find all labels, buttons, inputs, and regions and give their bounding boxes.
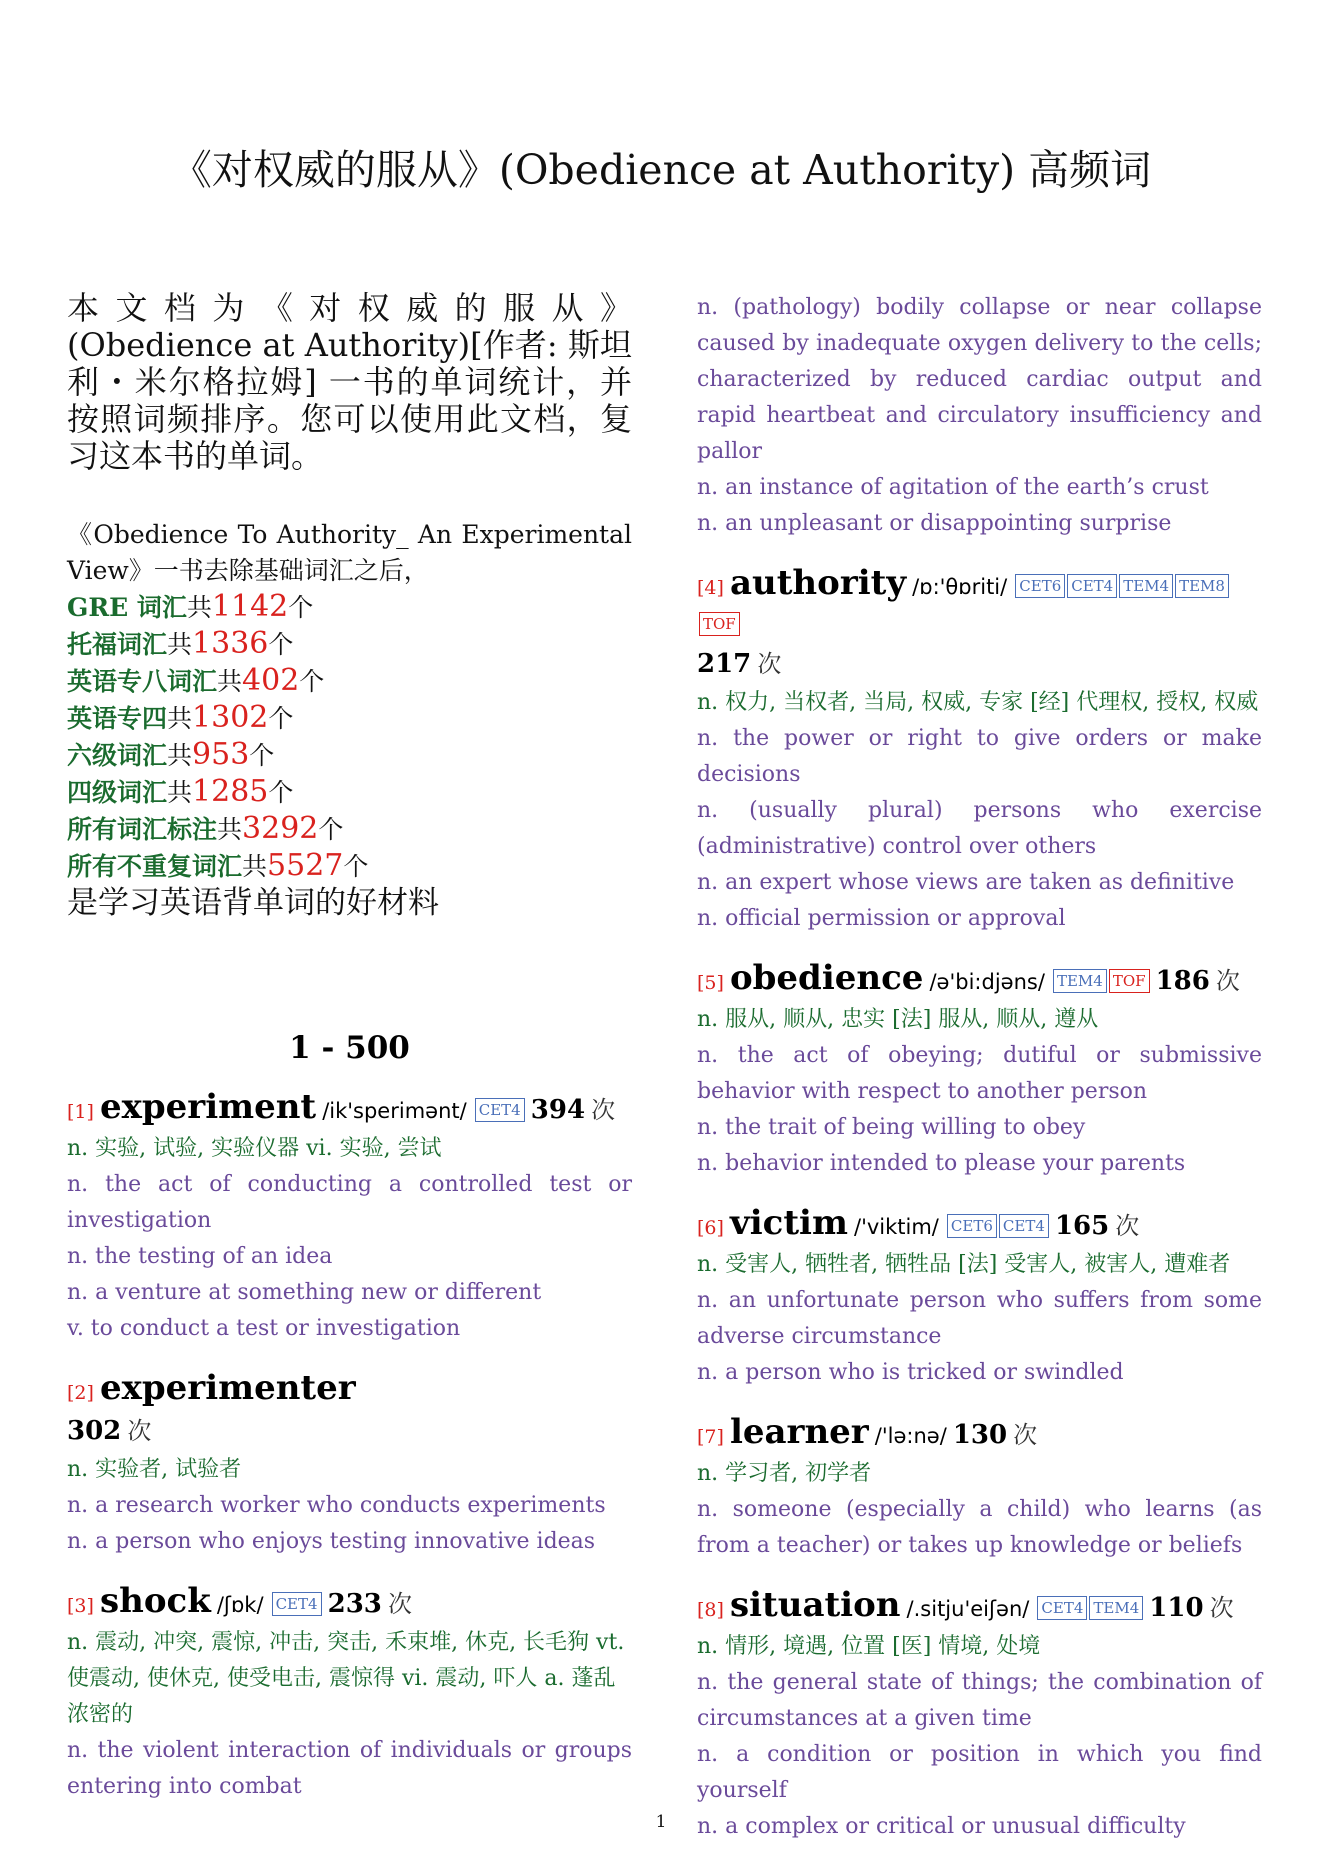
stat-unit: 个 [268, 778, 294, 807]
definition-en: n. someone (especially a child) who learns (as from a teacher) or takes up knowledge or beliefs [697, 1497, 1262, 1558]
word-entry [67, 1582, 632, 1805]
stat-unit: 个 [288, 593, 314, 622]
stat-row [67, 737, 632, 774]
entry-count-unit: 次 [1115, 1212, 1140, 1240]
entry-count: 186 [1155, 966, 1210, 996]
entry-count-unit: 次 [127, 1417, 152, 1445]
definition-en: n. the testing of an idea [67, 1244, 333, 1269]
entry-phonetic: /ə'bi:djəns/ [929, 970, 1045, 994]
stat-unit: 个 [343, 852, 369, 881]
stat-label: 四级词汇 [67, 778, 168, 807]
entry-phonetic: /ɒ:'θɒriti/ [912, 575, 1008, 599]
entry-head [67, 1369, 632, 1452]
entry-head [67, 1088, 632, 1131]
definition-en: n. the violent interaction of individuals or groups entering into combat [67, 1738, 632, 1799]
level-tag: CET6 [947, 1214, 997, 1238]
stat-unit: 个 [318, 815, 344, 844]
definition-en: n. an unpleasant or disappointing surprise [697, 511, 1172, 536]
entry-count: 110 [1149, 1593, 1204, 1623]
continued-entry [697, 290, 1262, 542]
definition-en: n. the power or right to give orders or make decisions [697, 726, 1262, 787]
entry-word: obedience [729, 958, 924, 998]
stat-number: 3292 [242, 811, 319, 846]
entry-count-unit: 次 [1215, 967, 1240, 995]
entry-phonetic: /.sitju'eiʃən/ [906, 1597, 1030, 1621]
level-tag: CET4 [999, 1214, 1049, 1238]
stat-label: 英语专八词汇 [67, 667, 218, 696]
entry-index: [7] [697, 1426, 724, 1448]
stat-mid: 共 [242, 852, 268, 881]
definition-zh: n. 服从, 顺从, 忠实 [法] 服从, 顺从, 遵从 [697, 1007, 1099, 1032]
stat-number: 953 [192, 737, 250, 772]
definition-en: n. a venture at something new or different [67, 1280, 542, 1305]
stat-label: 托福词汇 [67, 630, 168, 659]
level-tag: CET4 [1037, 1596, 1087, 1620]
definition-en: n. the act of conducting a controlled test or investigation [67, 1172, 632, 1233]
word-entry [67, 1088, 632, 1347]
stat-mid: 共 [167, 741, 193, 770]
right-column [697, 290, 1262, 1867]
book-line: 《Obedience To Authority_ An Experimental View》一书去除基础词汇之后， [67, 520, 632, 585]
definition-en: n. an instance of agitation of the earth’s crust [697, 475, 1209, 500]
definition-zh: n. 情形, 境遇, 位置 [医] 情境, 处境 [697, 1634, 1041, 1659]
definition-zh: n. 实验者, 试验者 [67, 1457, 242, 1482]
word-entry [697, 1586, 1262, 1845]
stat-mid: 共 [167, 630, 193, 659]
page-title: 《对权威的服从》(Obedience at Authority) 高频词 [170, 146, 1152, 194]
level-tag: CET4 [475, 1098, 525, 1122]
definition-zh: n. 震动, 冲突, 震惊, 冲击, 突击, 禾束堆, 休克, 长毛狗 vt. 使震动, 使休克, 使受电击, 震惊得 vi. 震动, 吓人 a. 蓬乱浓密的 [67, 1630, 625, 1727]
stat-mid: 共 [217, 667, 243, 696]
entry-word: experiment [99, 1087, 317, 1127]
page-number: 1 [655, 1812, 667, 1832]
definition-en: n. (usually plural) persons who exercise (administrative) control over others [697, 798, 1262, 859]
entry-index: [6] [697, 1217, 724, 1239]
stat-unit: 个 [249, 741, 275, 770]
level-tag: CET4 [1067, 574, 1117, 598]
entry-count: 217 [697, 649, 752, 679]
level-tag: TEM8 [1175, 574, 1229, 598]
definition-en: n. the trait of being willing to obey [697, 1115, 1086, 1140]
level-tag: TOF [1109, 969, 1150, 993]
definition-en: n. the act of obeying; dutiful or submissive behavior with respect to another person [697, 1043, 1262, 1104]
entry-phonetic: /ʃɒk/ [216, 1593, 264, 1617]
level-tag: CET4 [272, 1592, 322, 1616]
stat-unit: 个 [268, 630, 294, 659]
entry-head [697, 1204, 1262, 1247]
stat-number: 402 [242, 663, 300, 698]
stat-mid: 共 [167, 704, 193, 733]
stat-label: GRE 词汇 [67, 593, 187, 622]
level-tag: TOF [699, 612, 740, 636]
entry-head [697, 959, 1262, 1002]
entries-left [67, 1088, 632, 1805]
stat-number: 5527 [267, 848, 344, 883]
stat-mid: 共 [186, 593, 212, 622]
stat-number: 1336 [192, 626, 269, 661]
entry-count-unit: 次 [1209, 1594, 1234, 1622]
level-tag: CET6 [1015, 574, 1065, 598]
definition-zh: n. 权力, 当权者, 当局, 权威, 专家 [经] 代理权, 授权, 权威 [697, 690, 1259, 715]
word-entry [67, 1369, 632, 1560]
stat-label: 六级词汇 [67, 741, 168, 770]
stat-row [67, 774, 632, 811]
entry-phonetic: /'lə:nə/ [874, 1424, 947, 1448]
stat-row [67, 663, 632, 700]
entry-count: 165 [1054, 1211, 1110, 1241]
definition-en: n. a complex or critical or unusual difficulty [697, 1814, 1186, 1839]
definition-en: n. a person who enjoys testing innovative ideas [67, 1529, 596, 1554]
intro-paragraph: 本文档为《对权威的服从》(Obedience at Authority)[作者: 斯坦利・米尔格拉姆] 一书的单词统计，并按照词频排序。您可以使用此文档，复习这本书的单词。 [67, 289, 632, 475]
entry-index: [5] [697, 972, 724, 994]
definition-en: n. the general state of things; the combination of circumstances at a given time [697, 1670, 1262, 1731]
entry-count: 302 [67, 1416, 122, 1446]
stat-number: 1285 [192, 774, 269, 809]
entry-head [697, 564, 1262, 685]
definition-en: n. (pathology) bodily collapse or near collapse caused by inadequate oxygen delivery to the cells; characterized by reduced cardiac output and rapid heartbeat and circulatory insufficiency and pallor [697, 295, 1262, 464]
entry-count: 394 [530, 1095, 586, 1125]
stat-row [67, 700, 632, 737]
word-entry [697, 959, 1262, 1182]
entry-index: [3] [67, 1595, 94, 1617]
stat-mid: 共 [167, 778, 193, 807]
definition-en: n. an unfortunate person who suffers from some adverse circumstance [697, 1288, 1262, 1349]
entries-right [697, 564, 1262, 1845]
stat-label: 所有词汇标注 [67, 815, 218, 844]
definition-en: n. an expert whose views are taken as definitive [697, 870, 1235, 895]
entry-word: shock [99, 1581, 211, 1621]
entry-word: situation [729, 1585, 901, 1625]
entry-head [697, 1586, 1262, 1629]
entry-count-unit: 次 [757, 650, 782, 678]
level-tag: TEM4 [1089, 1596, 1143, 1620]
definition-zh: n. 学习者, 初学者 [697, 1461, 872, 1486]
definition-zh: n. 受害人, 牺牲者, 牺牲品 [法] 受害人, 被害人, 遭难者 [697, 1252, 1231, 1277]
stat-row [67, 589, 632, 626]
word-entry [697, 564, 1262, 937]
entry-phonetic: /ik'sperimənt/ [322, 1099, 467, 1123]
entry-count: 130 [952, 1420, 1008, 1450]
entry-count-unit: 次 [1013, 1421, 1038, 1449]
entry-count: 233 [327, 1589, 382, 1619]
definition-en: n. a condition or position in which you find yourself [697, 1742, 1262, 1803]
definition-en: n. official permission or approval [697, 906, 1066, 931]
entry-phonetic: /'viktim/ [854, 1215, 939, 1239]
entry-word: authority [729, 563, 907, 603]
left-column [67, 290, 632, 1827]
definition-zh: n. 实验, 试验, 实验仪器 vi. 实验, 尝试 [67, 1136, 442, 1161]
entry-index: [2] [67, 1382, 94, 1404]
entry-word: experimenter [99, 1368, 356, 1408]
entry-word: victim [729, 1203, 848, 1243]
range-heading: 1 - 500 [289, 1030, 410, 1066]
entry-count-unit: 次 [591, 1096, 616, 1124]
stat-unit: 个 [268, 704, 294, 733]
stat-unit: 个 [299, 667, 325, 696]
stat-mid: 共 [217, 815, 243, 844]
stat-label: 所有不重复词汇 [67, 852, 243, 881]
entry-word: learner [729, 1412, 869, 1452]
level-tag: TEM4 [1119, 574, 1173, 598]
entry-count-unit: 次 [387, 1590, 412, 1618]
closing-line: 是学习英语背单词的好材料 [67, 885, 439, 921]
stats-list [67, 589, 632, 885]
level-tag: TEM4 [1053, 969, 1107, 993]
entry-head [67, 1582, 632, 1625]
definition-en: n. a person who is tricked or swindled [697, 1360, 1124, 1385]
definition-en: v. to conduct a test or investigation [67, 1316, 461, 1341]
entry-head [697, 1413, 1262, 1456]
stat-number: 1142 [211, 589, 289, 624]
entry-index: [4] [697, 577, 724, 599]
word-entry [697, 1413, 1262, 1564]
stat-row [67, 626, 632, 663]
stat-row [67, 848, 632, 885]
word-entry [697, 1204, 1262, 1391]
definition-en: n. a research worker who conducts experiments [67, 1493, 606, 1518]
entry-index: [8] [697, 1599, 724, 1621]
stat-label: 英语专四 [67, 704, 168, 733]
definition-en: n. behavior intended to please your parents [697, 1151, 1186, 1176]
stat-number: 1302 [192, 700, 269, 735]
stat-row [67, 811, 632, 848]
entry-index: [1] [67, 1101, 94, 1123]
